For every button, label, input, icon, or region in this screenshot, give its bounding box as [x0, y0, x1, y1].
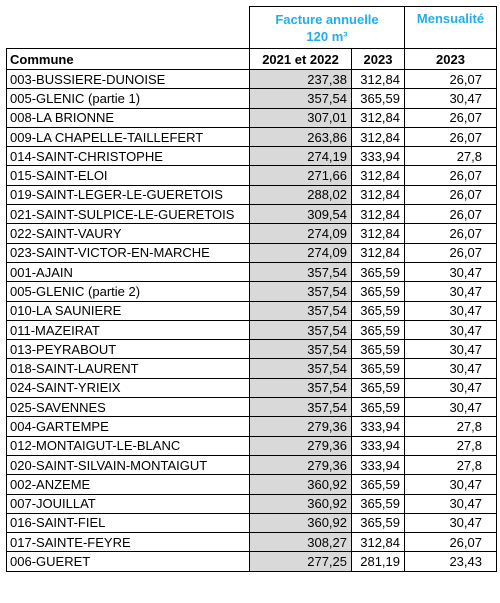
table-row: [7, 398, 497, 417]
mensualite-2023-cell: 30,47: [405, 378, 497, 397]
table-row: [7, 185, 497, 204]
commune-cell: 017-SAINTE-FEYRE: [7, 533, 250, 552]
facture-2021-2022-cell: 279,36: [250, 455, 352, 474]
table-row: [7, 320, 497, 339]
mensualite-2023-cell: 30,47: [405, 340, 497, 359]
facture-2023-cell: 365,59: [352, 359, 405, 378]
mensualite-2023-cell: 30,47: [405, 282, 497, 301]
commune-cell: 020-SAINT-SILVAIN-MONTAIGUT: [7, 455, 250, 474]
commune-cell: 007-JOUILLAT: [7, 494, 250, 513]
year-2023-facture-header: 2023: [352, 49, 405, 70]
table-row: [7, 436, 497, 455]
commune-cell: 013-PEYRABOUT: [7, 340, 250, 359]
table-row: [7, 282, 497, 301]
facture-2023-cell: 312,84: [352, 108, 405, 127]
facture-2021-2022-cell: 237,38: [250, 70, 352, 89]
tariff-table: [6, 6, 497, 572]
facture-2023-cell: 365,59: [352, 475, 405, 494]
table-row: [7, 475, 497, 494]
facture-2023-cell: 312,84: [352, 166, 405, 185]
facture-2023-cell: 312,84: [352, 224, 405, 243]
table-row: [7, 89, 497, 108]
facture-2023-cell: 312,84: [352, 243, 405, 262]
facture-2021-2022-cell: 357,54: [250, 359, 352, 378]
commune-cell: 001-AJAIN: [7, 262, 250, 281]
facture-2023-cell: 281,19: [352, 552, 405, 571]
facture-2021-2022-cell: 357,54: [250, 89, 352, 108]
facture-2023-cell: 365,59: [352, 513, 405, 532]
mensualite-2023-cell: 30,47: [405, 398, 497, 417]
facture-2021-2022-cell: 357,54: [250, 262, 352, 281]
mensualite-2023-cell: 27,8: [405, 147, 497, 166]
mensualite-2023-cell: 30,47: [405, 513, 497, 532]
mensualite-2023-cell: 30,47: [405, 262, 497, 281]
header-row-years: [7, 49, 497, 70]
mensualite-2023-cell: 30,47: [405, 301, 497, 320]
commune-cell: 016-SAINT-FIEL: [7, 513, 250, 532]
facture-2021-2022-cell: 271,66: [250, 166, 352, 185]
table-row: [7, 552, 497, 571]
mensualite-2023-cell: 27,8: [405, 455, 497, 474]
mensualite-2023-cell: 26,07: [405, 224, 497, 243]
facture-2021-2022-cell: 357,54: [250, 398, 352, 417]
commune-cell: 025-SAVENNES: [7, 398, 250, 417]
table-row: [7, 147, 497, 166]
facture-2021-2022-cell: 288,02: [250, 185, 352, 204]
mensualite-2023-cell: 27,8: [405, 417, 497, 436]
table-row: [7, 262, 497, 281]
facture-2021-2022-cell: 279,36: [250, 436, 352, 455]
year-2023-mensualite-header: 2023: [405, 49, 497, 70]
facture-2021-2022-cell: 279,36: [250, 417, 352, 436]
facture-2021-2022-cell: 309,54: [250, 205, 352, 224]
table-row: [7, 205, 497, 224]
facture-2023-cell: 365,59: [352, 340, 405, 359]
commune-cell: 023-SAINT-VICTOR-EN-MARCHE: [7, 243, 250, 262]
commune-cell: 021-SAINT-SULPICE-LE-GUERETOIS: [7, 205, 250, 224]
facture-2023-cell: 312,84: [352, 127, 405, 146]
facture-2021-2022-cell: 308,27: [250, 533, 352, 552]
facture-2021-2022-cell: 274,19: [250, 147, 352, 166]
commune-cell: 003-BUSSIERE-DUNOISE: [7, 70, 250, 89]
facture-2023-cell: 312,84: [352, 70, 405, 89]
table-row: [7, 378, 497, 397]
facture-2023-cell: 333,94: [352, 455, 405, 474]
table-row: [7, 359, 497, 378]
facture-2023-cell: 365,59: [352, 89, 405, 108]
facture-2021-2022-cell: 360,92: [250, 475, 352, 494]
table-row: [7, 340, 497, 359]
mensualite-2023-cell: 27,8: [405, 436, 497, 455]
facture-2023-cell: 365,59: [352, 301, 405, 320]
table-row: [7, 166, 497, 185]
table-row: [7, 301, 497, 320]
commune-cell: 008-LA BRIONNE: [7, 108, 250, 127]
commune-cell: 011-MAZEIRAT: [7, 320, 250, 339]
mensualite-2023-cell: 26,07: [405, 243, 497, 262]
facture-2021-2022-cell: 357,54: [250, 301, 352, 320]
mensualite-header: [405, 7, 497, 49]
facture-2021-2022-cell: 357,54: [250, 378, 352, 397]
mensualite-label: Mensualité: [416, 11, 485, 26]
mensualite-2023-cell: 26,07: [405, 70, 497, 89]
mensualite-2023-cell: 26,07: [405, 205, 497, 224]
facture-2023-cell: 333,94: [352, 417, 405, 436]
year-2021-2022-header: 2021 et 2022: [250, 49, 352, 70]
facture-2023-cell: 333,94: [352, 436, 405, 455]
facture-2021-2022-cell: 357,54: [250, 320, 352, 339]
table-row: [7, 494, 497, 513]
table-row: [7, 127, 497, 146]
facture-2023-cell: 312,84: [352, 205, 405, 224]
facture-2021-2022-cell: 274,09: [250, 224, 352, 243]
commune-cell: 005-GLENIC (partie 2): [7, 282, 250, 301]
header-row-labels: [7, 7, 497, 49]
facture-2023-cell: 333,94: [352, 147, 405, 166]
facture-2021-2022-cell: 357,54: [250, 340, 352, 359]
mensualite-2023-cell: 26,07: [405, 533, 497, 552]
facture-2023-cell: 365,59: [352, 378, 405, 397]
commune-cell: 019-SAINT-LEGER-LE-GUERETOIS: [7, 185, 250, 204]
facture-2021-2022-cell: 360,92: [250, 494, 352, 513]
table-row: [7, 533, 497, 552]
commune-cell: 004-GARTEMPE: [7, 417, 250, 436]
table-row: [7, 417, 497, 436]
facture-2023-cell: 365,59: [352, 282, 405, 301]
table-row: [7, 243, 497, 262]
table-row: [7, 455, 497, 474]
facture-2021-2022-cell: 263,86: [250, 127, 352, 146]
facture-2021-2022-cell: 274,09: [250, 243, 352, 262]
table-row: [7, 513, 497, 532]
blank-header-cell: [7, 7, 250, 49]
facture-label-line1: Facture annuelle: [275, 11, 379, 27]
commune-cell: 009-LA CHAPELLE-TAILLEFERT: [7, 127, 250, 146]
facture-2023-cell: 365,59: [352, 494, 405, 513]
commune-cell: 006-GUERET: [7, 552, 250, 571]
mensualite-2023-cell: 26,07: [405, 127, 497, 146]
facture-2021-2022-cell: 357,54: [250, 282, 352, 301]
mensualite-2023-cell: 30,47: [405, 359, 497, 378]
commune-cell: 002-ANZEME: [7, 475, 250, 494]
commune-cell: 015-SAINT-ELOI: [7, 166, 250, 185]
commune-cell: 024-SAINT-YRIEIX: [7, 378, 250, 397]
mensualite-2023-cell: 30,47: [405, 494, 497, 513]
facture-2023-cell: 365,59: [352, 262, 405, 281]
facture-2021-2022-cell: 277,25: [250, 552, 352, 571]
mensualite-2023-cell: 23,43: [405, 552, 497, 571]
table-row: [7, 224, 497, 243]
facture-2023-cell: 312,84: [352, 185, 405, 204]
commune-cell: 018-SAINT-LAURENT: [7, 359, 250, 378]
facture-2023-cell: 312,84: [352, 533, 405, 552]
facture-2021-2022-cell: 307,01: [250, 108, 352, 127]
mensualite-2023-cell: 26,07: [405, 185, 497, 204]
commune-cell: 022-SAINT-VAURY: [7, 224, 250, 243]
commune-cell: 012-MONTAIGUT-LE-BLANC: [7, 436, 250, 455]
table-row: [7, 70, 497, 89]
mensualite-2023-cell: 26,07: [405, 166, 497, 185]
commune-cell: 005-GLENIC (partie 1): [7, 89, 250, 108]
table-row: [7, 108, 497, 127]
mensualite-2023-cell: 30,47: [405, 320, 497, 339]
mensualite-2023-cell: 30,47: [405, 89, 497, 108]
commune-column-header: Commune: [7, 49, 250, 70]
mensualite-2023-cell: 26,07: [405, 108, 497, 127]
facture-2023-cell: 365,59: [352, 320, 405, 339]
facture-2021-2022-cell: 360,92: [250, 513, 352, 532]
facture-annuelle-header: [250, 7, 405, 49]
facture-label-line2: 120 m³: [306, 28, 348, 44]
facture-2023-cell: 365,59: [352, 398, 405, 417]
mensualite-2023-cell: 30,47: [405, 475, 497, 494]
commune-cell: 014-SAINT-CHRISTOPHE: [7, 147, 250, 166]
commune-cell: 010-LA SAUNIERE: [7, 301, 250, 320]
table-body: [7, 70, 497, 572]
